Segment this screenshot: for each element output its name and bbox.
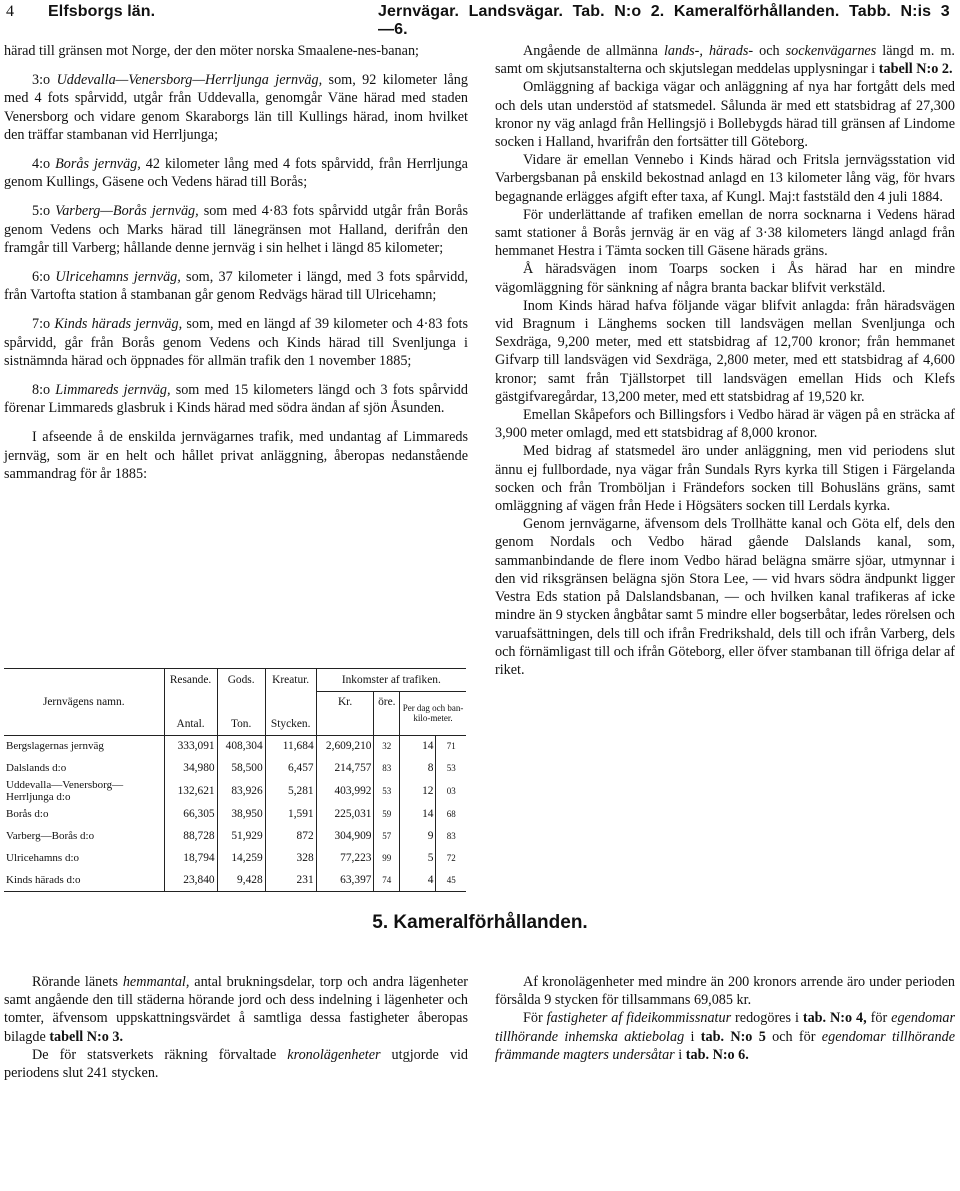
col-header-inkomster: Inkomster af trafiken. bbox=[316, 669, 466, 691]
paragraph: För fastigheter af fideikommissnatur redogöres i tab. N:o 4, för egendomar tillhörande inhemska aktiebolag i tab. N:o 5 och för egendomar tillhörande främmande magters undersåtar i tab. N:o 6. bbox=[495, 1010, 955, 1063]
paragraph: Inom Kinds härad hafva följande vägar blifvit anlagda: från häradsvägen vid Bragnum i Länghems socken till landsvägen mellan Svenljunga och Sexdräga, 9,200 meter, med ett statsbidrag af 12,700 kronor; från hemmanet Gifvarp till landsvägen vid Sexdräga, 2,800 meter, med ett statsbidrag af 4,600 kronor; samt från Tjällstorpet till landsvägen emellan Hids och Klefs gästgifvaregårdar, 13,200 meter, med ett statsbidrag af 19,520 kr. bbox=[495, 297, 955, 405]
paragraph: 3:o Uddevalla—Venersborg—Herrljunga jernväg, som, 92 kilometer lång med 4 fots spårvidd, utgår från Uddevalla, genomgår Väne härad med staden Venersborg och vidare genom Skaraborgs län till Kullings härad, inom hvilket den träffar stambanan vid Herrljunga; bbox=[4, 72, 468, 143]
paragraph: De för statsverkets räkning förvaltade kronolägenheter utgjorde vid periodens slut 241 stycken. bbox=[4, 1046, 468, 1082]
paragraph: 8:o Limmareds jernväg, som med 15 kilometers längd och 3 fots spårvidd förenar Limmareds glasbruk i Kinds härad med södra ändan af sjön Åsunden. bbox=[4, 382, 468, 417]
paragraph: Emellan Skåpefors och Billingsfors i Vedbo härad är vägen på en sträcka af 3,900 meter omlagd, med ett statsbidrag af 8,000 kronor. bbox=[495, 407, 955, 442]
col-header-ton: Ton. bbox=[217, 713, 265, 735]
table-row: Bergslagernas jernväg 333,091 408,304 11,684 2,609,210 32 14 71 bbox=[4, 735, 466, 757]
paragraph: 6:o Ulricehamns jernväg, som, 37 kilometer i längd, med 3 fots spårvidd, från Vartofta station å stambanan går genom Redvägs härad till Ulricehamn; bbox=[4, 269, 468, 304]
table-row: Dalslands d:o 34,980 58,500 6,457 214,757 83 8 53 bbox=[4, 757, 466, 779]
page-number: 4 bbox=[6, 3, 15, 20]
table-row: Uddevalla—Venersborg—Herrljunga d:o 132,621 83,926 5,281 403,992 53 12 03 bbox=[4, 779, 466, 803]
page-subtitle: Jernvägar. Landsvägar. Tab. N:o 2. Kameralförhållanden. Tabb. N:is 3—6. bbox=[378, 3, 950, 38]
paragraph: 5:o Varberg—Borås jernväg, som med 4·83 fots spårvidd utgår från Borås genom Vedens och Marks härad till länegränsen mot Halland, derifrån den framgår till Varberg; hållande denne jernväg i sin helhet i längd 85 kilometer; bbox=[4, 203, 468, 256]
table-row: Varberg—Borås d:o 88,728 51,929 872 304,909 57 9 83 bbox=[4, 825, 466, 847]
col-header-per-dag: Per dag och ban-kilo-meter. bbox=[400, 691, 466, 735]
col-header-gods: Gods. bbox=[217, 669, 265, 691]
paragraph: För underlättande af trafiken emellan de norra socknarna i Vedens härad samt stationer å Borås jernväg är en väg af 3·38 kilometers längd anlagd från hemmanet Hestra i Tämta socken till Gäsene härads gräns. bbox=[495, 206, 955, 260]
traffic-table bbox=[4, 668, 466, 892]
col-header-ore: öre. bbox=[374, 691, 400, 713]
paragraph: 4:o Borås jernväg, 42 kilometer lång med 4 fots spårvidd, från Herrljunga genom Kullings, Gäsene och Vedens härad till Borås; bbox=[4, 156, 468, 191]
col-header-stycken: Stycken. bbox=[265, 713, 316, 735]
right-column bbox=[495, 42, 955, 679]
table-row: Kinds härads d:o 23,840 9,428 231 63,397 74 4 45 bbox=[4, 869, 466, 891]
page-header bbox=[0, 0, 960, 38]
col-header-kr: Kr. bbox=[316, 691, 374, 713]
paragraph: Angående de allmänna lands-, härads- och sockenvägarnes längd m. m. samt om skjutsanstalterna och skjutslegan meddelas upplysningar i tabell N:o 2. bbox=[495, 43, 955, 78]
table-row: Borås d:o 66,305 38,950 1,591 225,031 59 14 68 bbox=[4, 803, 466, 825]
bottom-right-column bbox=[495, 973, 955, 1064]
paragraph: Omläggning af backiga vägar och anläggning af nya har fortgått dels med och dels utan understöd af statsmedel. Sålunda är med ett statsbidrag af 27,300 kronor ny väg anlagd från Hellingsjö i Bollebygds härad till gränsen af Lindome socken i Halland, hvarifrån den fortsätter till Göteborg. bbox=[495, 79, 955, 151]
section-title: 5. Kameralförhållanden. bbox=[372, 912, 588, 933]
table-row: Ulricehamns d:o 18,794 14,259 328 77,223 99 5 72 bbox=[4, 847, 466, 869]
paragraph: I afseende å de enskilda jernvägarnes trafik, med undantag af Limmareds jernväg, som är en helt och hållet privat anläggning, åberopas nedanstående sammandrag för år 1885: bbox=[4, 429, 468, 482]
paragraph: Med bidrag af statsmedel äro under anläggning, men vid periodens slut ännu ej fullbordade, nya vägar från Sundals Ryrs kyrka till Stigen i Färgelanda socken och från Tromböljan i Frändefors socken till Bohusläns gräns, samt omläggning af vägen från Hede i Högsäters socken till Lerdals kyrka. bbox=[495, 443, 955, 515]
col-header-kreatur: Kreatur. bbox=[265, 669, 316, 691]
col-header-antal: Antal. bbox=[164, 713, 217, 735]
paragraph: härad till gränsen mot Norge, der den möter norska Smaalene-nes-banan; bbox=[4, 43, 419, 59]
col-header-resande: Resande. bbox=[164, 669, 217, 691]
paragraph: Å häradsvägen inom Toarps socken i Ås härad har en mindre vägomläggning för sänkning af några branta backar blifvit verkstäld. bbox=[495, 261, 955, 296]
page-title: Elfsborgs län. bbox=[48, 3, 156, 20]
left-column bbox=[4, 42, 468, 483]
paragraph: Af kronolägenheter med mindre än 200 kronors arrende äro under perioden försålda 9 stycken för tillsammans 69,085 kr. bbox=[495, 974, 955, 1009]
bottom-left-column bbox=[4, 973, 468, 1082]
col-header-name: Jernvägens namn. bbox=[42, 695, 125, 708]
paragraph: Rörande länets hemmantal, antal brukningsdelar, torp och andra lägenheter samt angående den till städerna hörande jord och dess indelning i lägenheter och tomter, äfvensom uppskattningsvärdet å samtliga dessa fastigheter åberopas bilagde tabell N:o 3. bbox=[4, 974, 469, 1045]
paragraph: Vidare är emellan Vennebo i Kinds härad och Fritsla jernvägsstation vid Varbergsbanan på enskild bekostnad anlagd en 13 kilometer lång väg, för hvars begagnande erlägges afgift efter taxa, af Kungl. Maj:t faststäld den 4 juli 1884. bbox=[495, 152, 955, 205]
paragraph: 7:o Kinds härads jernväg, som, med en längd af 39 kilometer och 4·83 fots spårvidd, går från Borås genom Vedens och Kinds härad till Svenljunga i sistnämnda härad och öppnades för allmän trafik den 1 november 1885; bbox=[4, 316, 468, 369]
paragraph: Genom jernvägarne, äfvensom dels Trollhätte kanal och Göta elf, dels den genom Nordals och Vedbo härad gående Dalslands kanal, som, sammanbindande de flere inom Vedbo härad belägna smärre sjöar, utmynnar i den vid riksgränsen belägna sjön Stora Lee, — vid hvars södra ändpunkt ligger Vestra Eds station på Dalslandsbanan, — och hvilken kanal trafikeras af icke mindre än 9 stycken ångbåtar samt 5 mindre eller bogserbåtar, ledes rörelsen och varuafsättningen, dels till och ifrån Fredrikshald, dels till och ifrån Varberg, dels och förnämligast till och ifrån Göteborg, eller öfver stambanan till öfriga delar af riket. bbox=[495, 516, 955, 678]
